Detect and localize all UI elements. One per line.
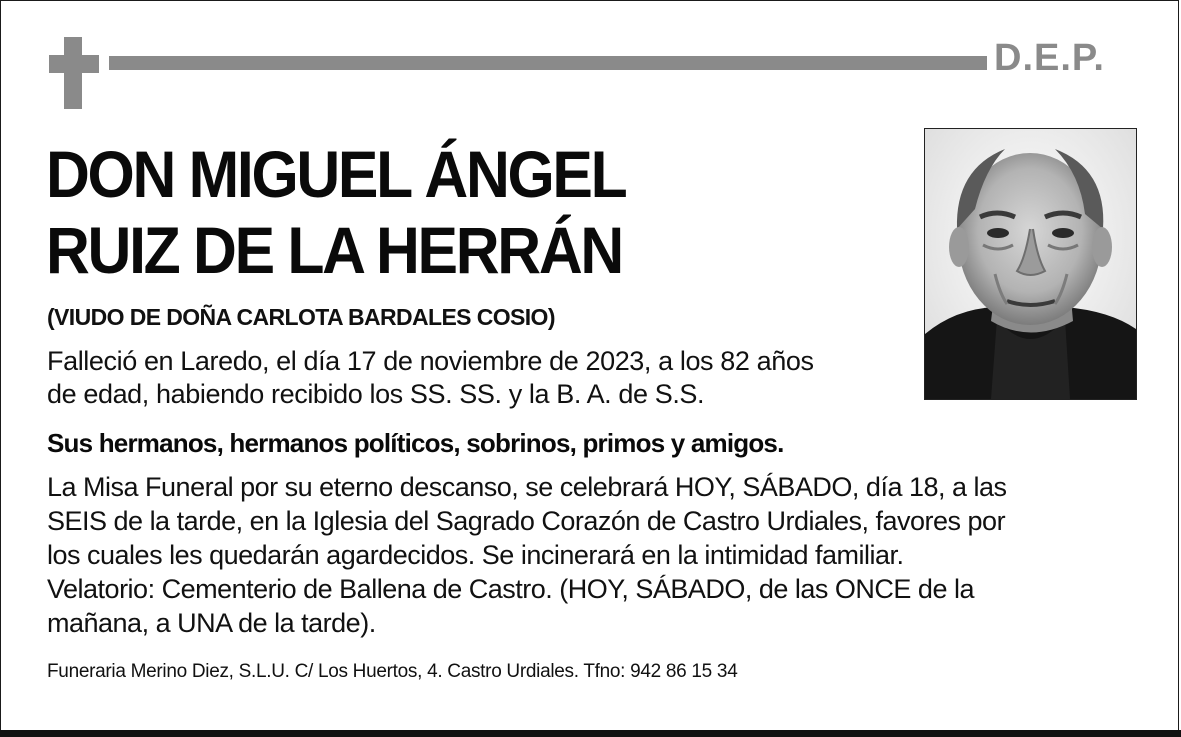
deceased-name bbox=[46, 136, 837, 288]
mass-line: los cuales les quedarán agardecidos. Se incinerará en la intimidad familiar. bbox=[47, 540, 904, 570]
header-rule bbox=[109, 56, 987, 70]
family-mourners: Sus hermanos, hermanos políticos, sobrinos, primos y amigos. bbox=[47, 428, 784, 458]
portrait-photo bbox=[924, 128, 1137, 400]
mass-line: Velatorio: Cementerio de Ballena de Castro. (HOY, SÁBADO, de las ONCE de la bbox=[47, 574, 974, 604]
death-details bbox=[47, 345, 907, 411]
mass-line: mañana, a UNA de la tarde). bbox=[47, 608, 376, 638]
name-line-1: DON MIGUEL ÁNGEL bbox=[46, 137, 626, 211]
name-line-2: RUIZ DE LA HERRÁN bbox=[46, 213, 622, 287]
funeral-mass-details bbox=[47, 470, 1147, 640]
mass-line: La Misa Funeral por su eterno descanso, se celebrará HOY, SÁBADO, día 18, a las bbox=[47, 472, 1007, 502]
widow-of: (VIUDO DE DOÑA CARLOTA BARDALES COSIO) bbox=[47, 304, 555, 330]
latin-cross-icon bbox=[49, 37, 99, 109]
funeral-home-footer: Funeraria Merino Diez, S.L.U. C/ Los Huertos, 4. Castro Urdiales. Tfno: 942 86 15 34 bbox=[47, 661, 738, 682]
mass-line: SEIS de la tarde, en la Iglesia del Sagrado Corazón de Castro Urdiales, favores por bbox=[47, 506, 1006, 536]
bottom-rule bbox=[0, 730, 1181, 737]
death-line-1: Falleció en Laredo, el día 17 de noviembre de 2023, a los 82 años bbox=[47, 346, 814, 376]
dep-label: D.E.P. bbox=[994, 37, 1105, 79]
death-line-2: de edad, habiendo recibido los SS. SS. y la B. A. de S.S. bbox=[47, 379, 705, 409]
